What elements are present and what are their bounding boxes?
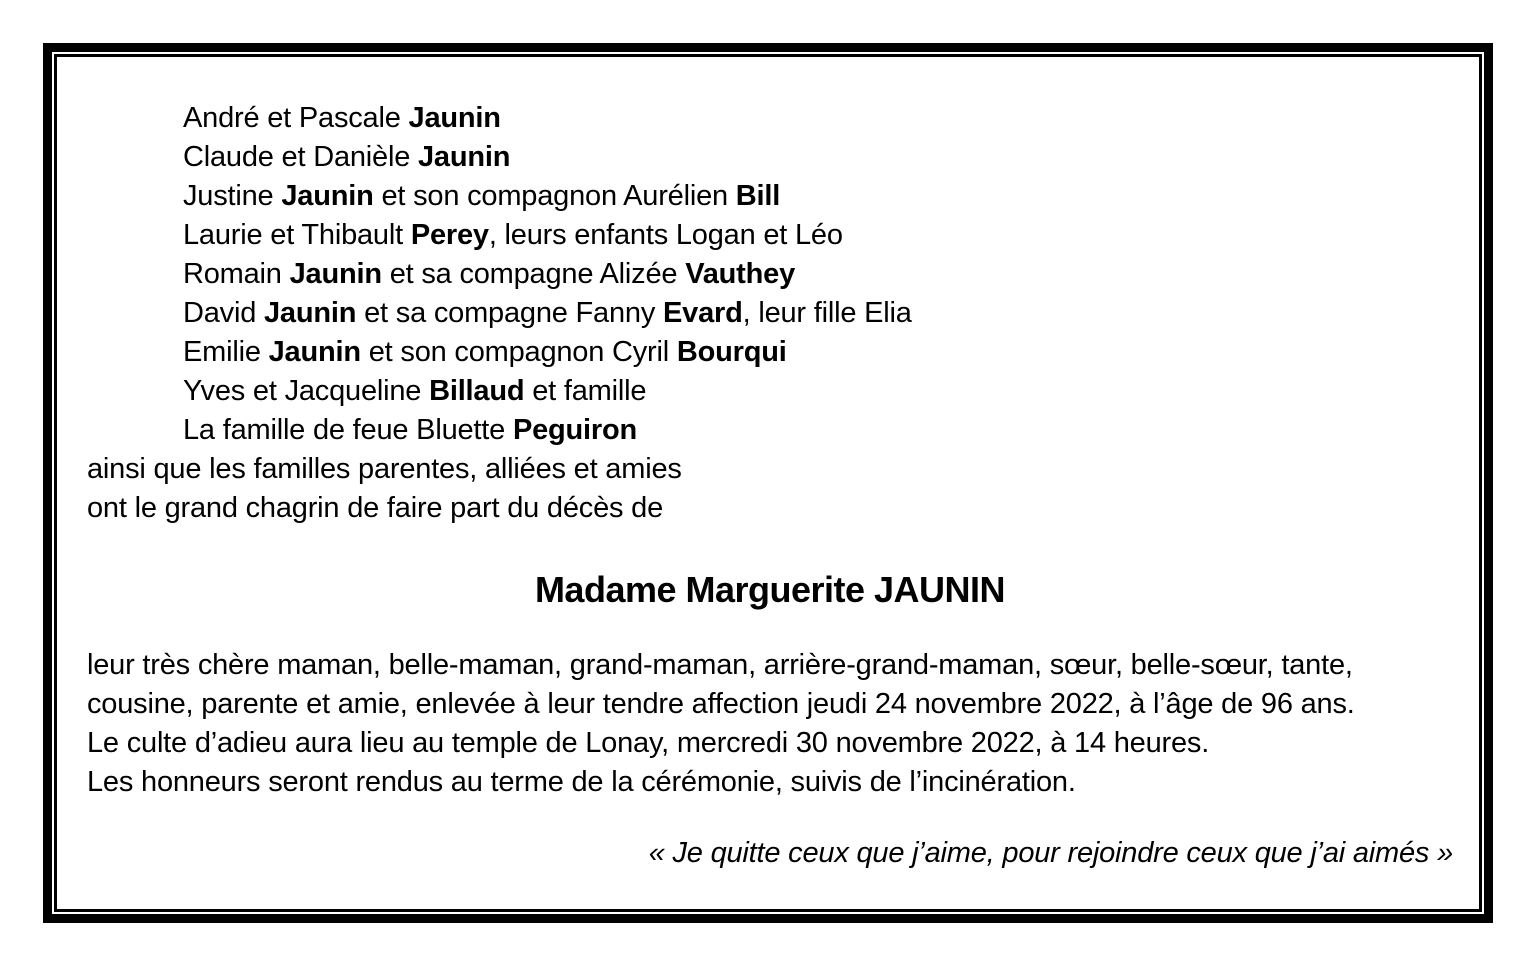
- family-line: Laurie et Thibault Perey, leurs enfants Logan et Léo: [183, 219, 843, 251]
- inner-border-frame: [54, 54, 1482, 912]
- family-line: André et Pascale Jaunin: [183, 102, 501, 134]
- closing-line: ont le grand chagrin de faire part du décès de: [87, 492, 664, 524]
- announcement-paragraph: [87, 646, 1453, 802]
- closing-lines: [87, 450, 1453, 528]
- announcement-line: leur très chère maman, belle-maman, grand-maman, arrière-grand-maman, sœur, belle-sœur, tante,: [87, 649, 1353, 681]
- deceased-name: Madame Marguerite JAUNIN: [534, 569, 1006, 610]
- announcement-line: cousine, parente et amie, enlevée à leur tendre affection jeudi 24 novembre 2022, à l’âge de 96 ans.: [87, 688, 1355, 720]
- obituary-content: [57, 57, 1479, 909]
- outer-border-frame: [43, 43, 1493, 923]
- family-line: Claude et Danièle Jaunin: [183, 141, 511, 173]
- family-line: David Jaunin et sa compagne Fanny Evard, leur fille Elia: [183, 297, 912, 329]
- announcement-line: Les honneurs seront rendus au terme de la cérémonie, suivis de l’incinération.: [87, 766, 1076, 798]
- family-list: [183, 99, 1453, 450]
- family-line: Romain Jaunin et sa compagne Alizée Vauthey: [183, 258, 796, 290]
- closing-line: ainsi que les familles parentes, alliées et amies: [87, 453, 682, 485]
- family-line: Justine Jaunin et son compagnon Aurélien Bill: [183, 180, 781, 212]
- family-line: La famille de feue Bluette Peguiron: [183, 414, 638, 446]
- announcement-line: Le culte d’adieu aura lieu au temple de Lonay, mercredi 30 novembre 2022, à 14 heures.: [87, 727, 1210, 759]
- epitaph-quote: « Je quitte ceux que j’aime, pour rejoindre ceux que j’ai aimés »: [648, 837, 1453, 869]
- family-line: Yves et Jacqueline Billaud et famille: [183, 375, 647, 407]
- family-line: Emilie Jaunin et son compagnon Cyril Bourqui: [183, 336, 787, 368]
